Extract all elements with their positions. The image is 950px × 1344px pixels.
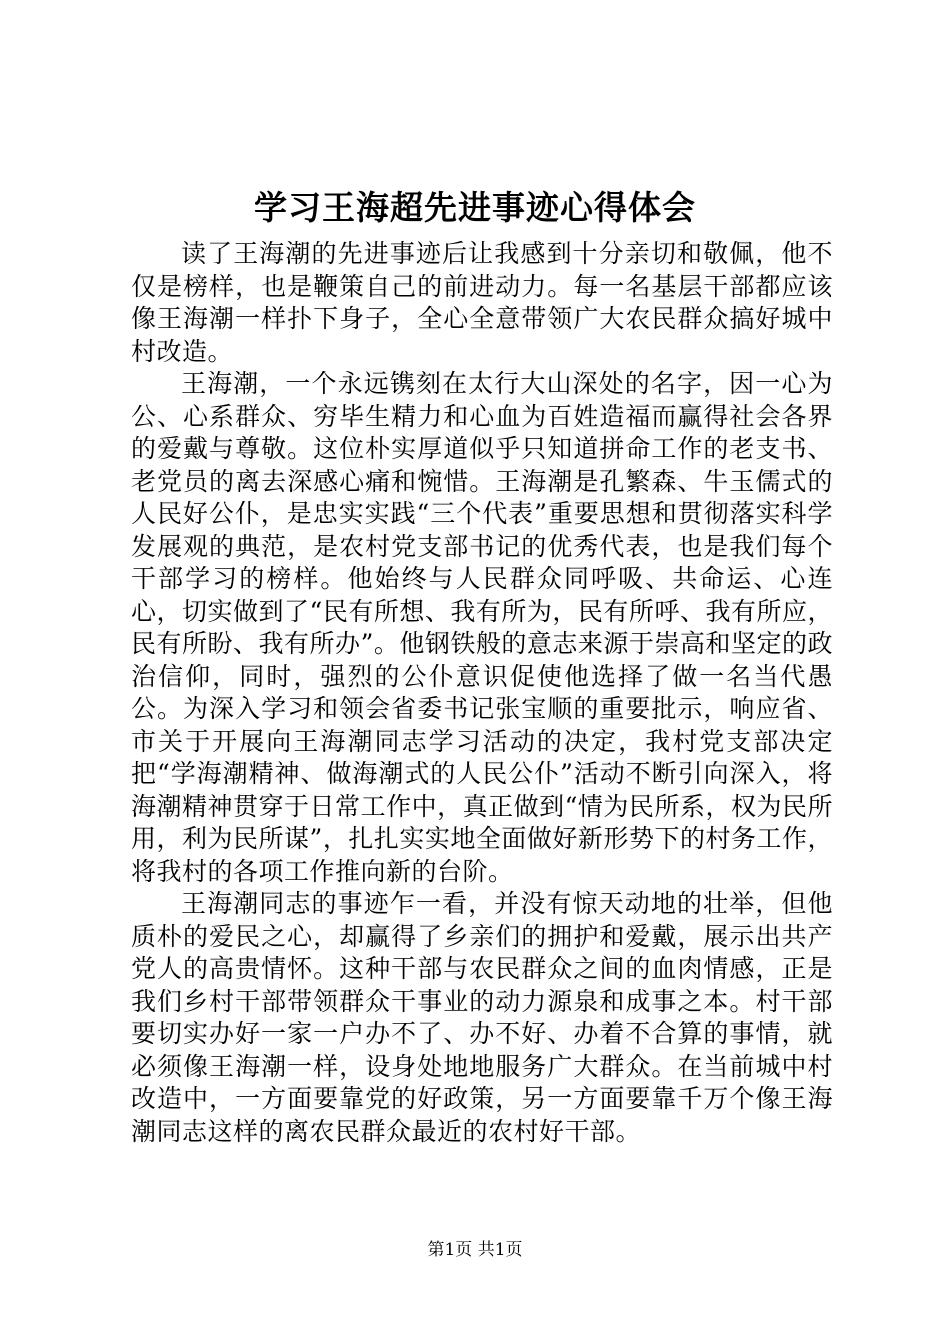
document-body (131, 238, 833, 1148)
paragraph-1: 读了王海潮的先进事迹后让我感到十分亲切和敬佩，他不仅是榜样，也是鞭策自己的前进动力。每一名基层干部都应该像王海潮一样扑下身子，全心全意带领广大农民群众搞好城中村改造。 (131, 239, 833, 366)
paragraph-2: 王海潮，一个永远镌刻在太行大山深处的名字，因一心为公、心系群众、穷毕生精力和心血为百姓造福而赢得社会各界的爱戴与尊敬。这位朴实厚道似乎只知道拼命工作的老支书、老党员的离去深感心痛和惋惜。王海潮是孔繁森、牛玉儒式的人民好公仆，是忠实实践“三个代表”重要思想和贯彻落实科学发展观的典范，是农村党支部书记的优秀代表，也是我们每个干部学习的榜样。他始终与人民群众同呼吸、共命运、心连心，切实做到了“民有所想、我有所为，民有所呼、我有所应，民有所盼、我有所办”。他钢铁般的意志来源于崇高和坚定的政治信仰，同时，强烈的公仆意识促使他选择了做一名当代愚公。为深入学习和领会省委书记张宝顺的重要批示，响应省、市关于开展向王海潮同志学习活动的决定，我村党支部决定把“学海潮精神、做海潮式的人民公仆”活动不断引向深入，将海潮精神贯穿于日常工作中，真正做到“情为民所系，权为民所用，利为民所谋”，扎扎实实地全面做好新形势下的村务工作，将我村的各项工作推向新的台阶。 (131, 369, 833, 886)
paragraph-3: 王海潮同志的事迹乍一看，并没有惊天动地的壮举，但他质朴的爱民之心，却赢得了乡亲们的拥护和爱戴，展示出共产党人的高贵情怀。这种干部与农民群众之间的血肉情感，正是我们乡村干部带领群众干事业的动力源泉和成事之本。村干部要切实办好一家一户办不了、办不好、办着不合算的事情，就必须像王海潮一样，设身处地地服务广大群众。在当前城中村改造中，一方面要靠党的好政策，另一方面要靠千万个像王海潮同志这样的离农民群众最近的农村好干部。 (131, 889, 833, 1146)
document-title: 学习王海超先进事迹心得体会 (254, 188, 696, 227)
page-footer: 第1页 共1页 (427, 1240, 523, 1260)
